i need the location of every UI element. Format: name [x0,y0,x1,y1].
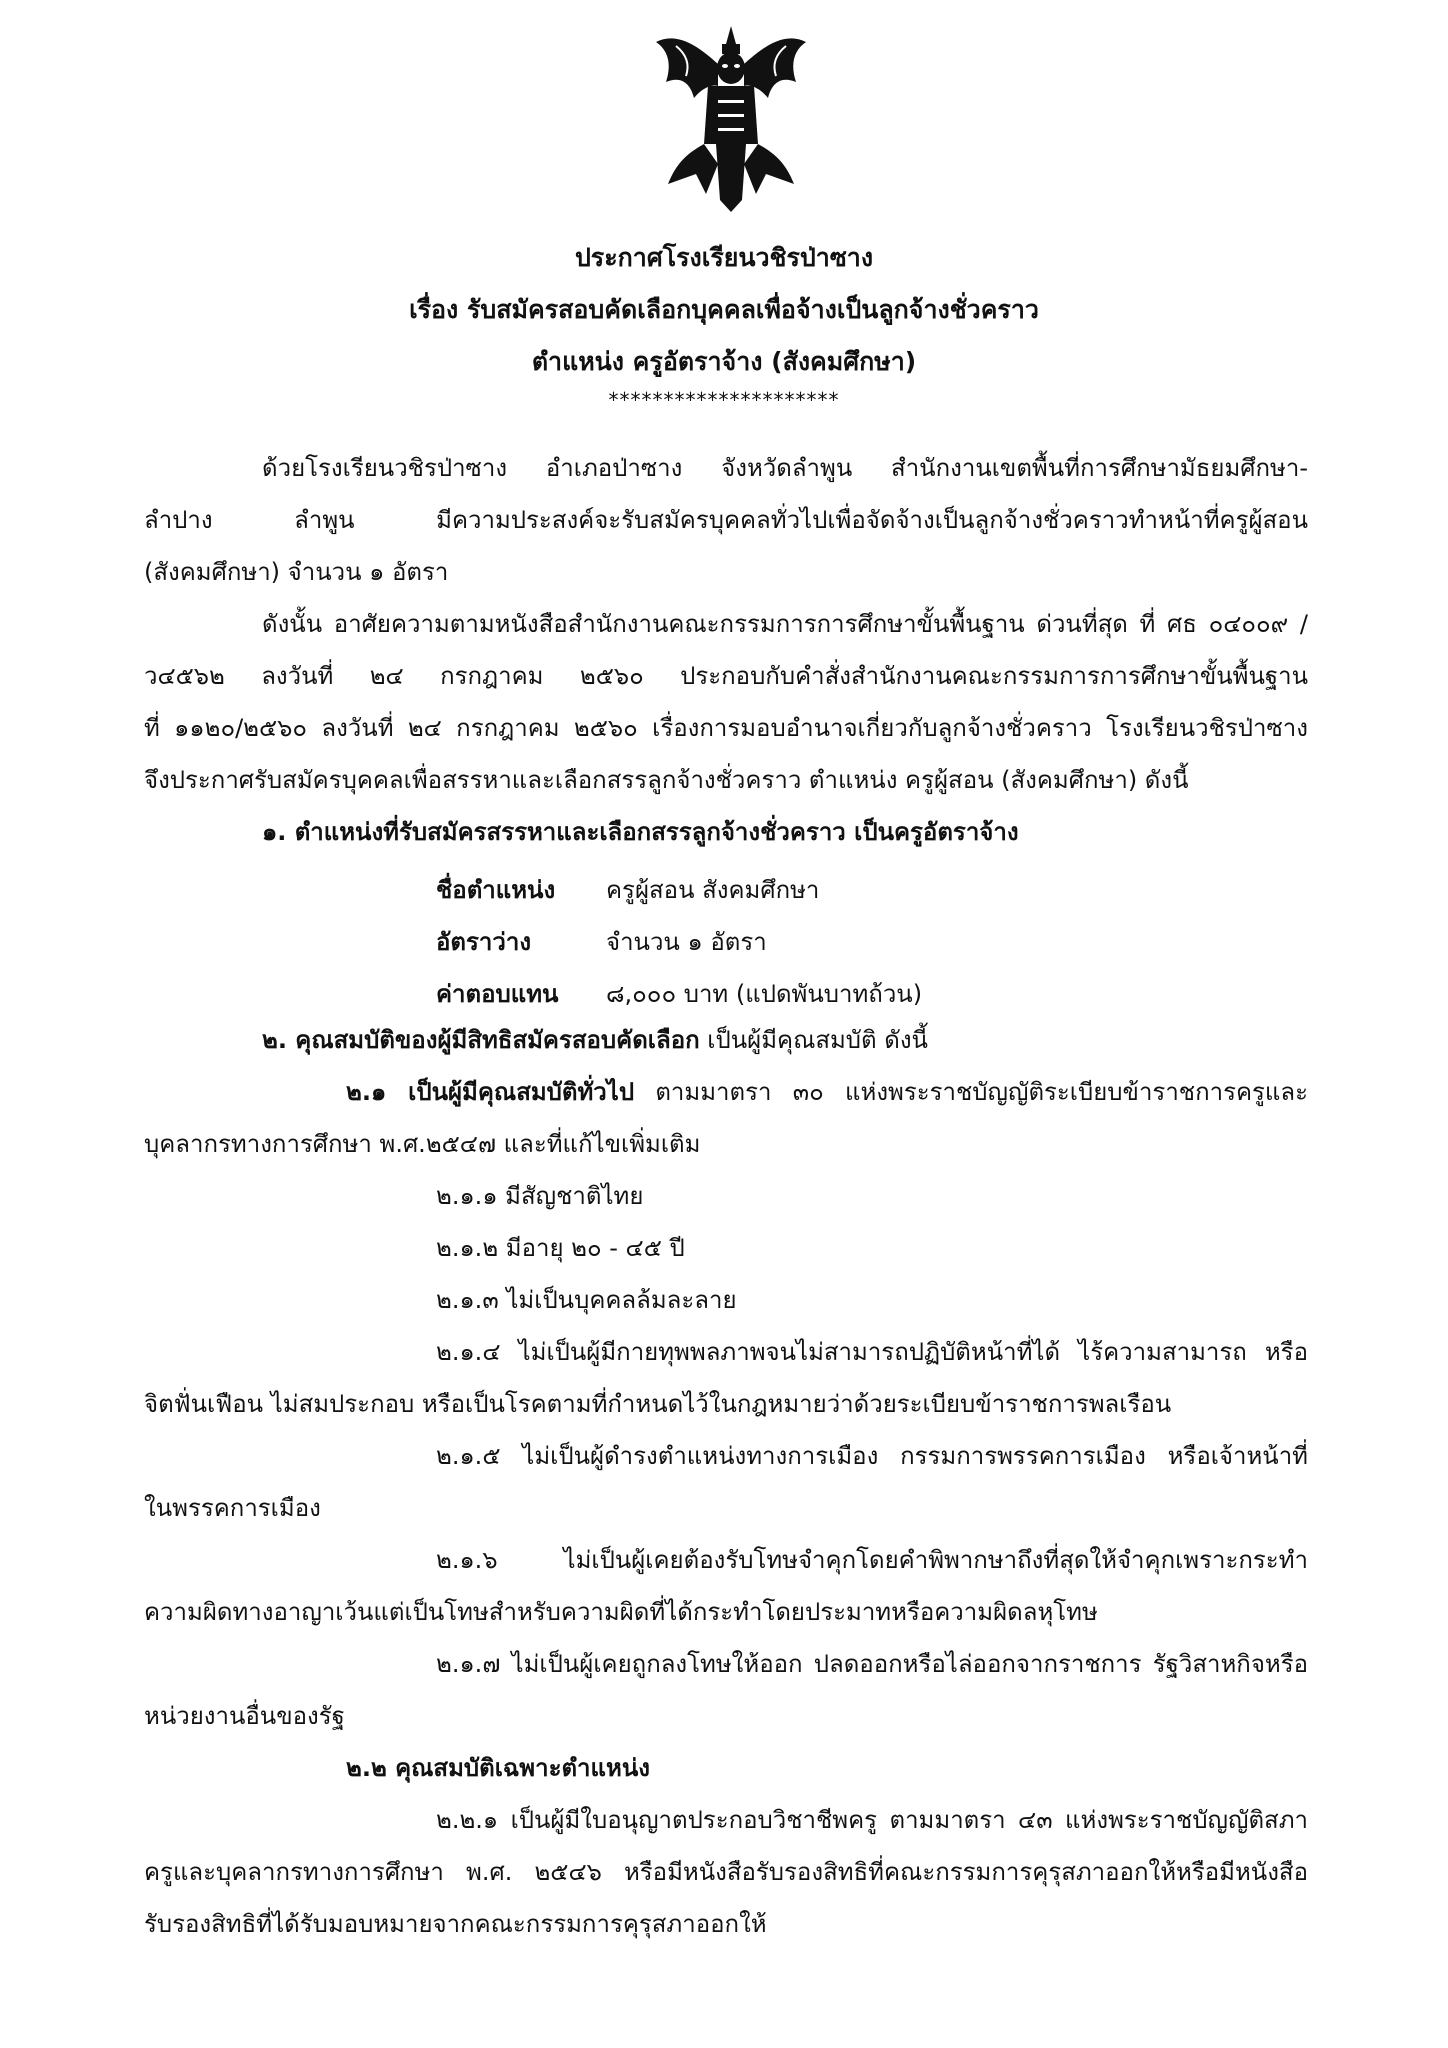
section2-heading-bold: ๒. คุณสมบัติของผู้มีสิทธิสมัครสอบคัดเลือก [262,1026,700,1054]
separator-stars: ********************* [608,388,840,412]
row-label: ค่าตอบแทน [436,980,559,1008]
s21-bold: ๒.๑ เป็นผู้มีคุณสมบัติทั่วไป [346,1078,635,1106]
announcement-subject: เรื่อง รับสมัครสอบคัดเลือกบุคคลเพื่อจ้างเป็นลูกจ้างชั่วคราว [409,295,1039,324]
item-217-line2: หน่วยงานอื่นของรัฐ [144,1702,345,1730]
item-212: ๒.๑.๒ มีอายุ ๒๐ - ๔๕ ปี [436,1234,685,1262]
item-215-line1: ๒.๑.๕ ไม่เป็นผู้ดำรงตำแหน่งทางการเมือง กรรมการพรรคการเมือง หรือเจ้าหน้าที่ [436,1442,1308,1470]
row-label: อัตราว่าง [436,928,532,956]
section2-heading-rest: เป็นผู้มีคุณสมบัติ ดังนี้ [699,1026,928,1054]
row-value: ๘,๐๐๐ บาท (แปดพันบาทถ้วน) [606,980,923,1008]
section1-heading: ๑. ตำแหน่งที่รับสมัครสรรหาและเลือกสรรลูกจ้างชั่วคราว เป็นครูอัตราจ้าง [262,818,1019,846]
item-217-line1: ๒.๑.๗ ไม่เป็นผู้เคยถูกลงโทษให้ออก ปลดออกหรือไล่ออกจากราชการ รัฐวิสาหกิจหรือ [436,1650,1308,1678]
item-216-line2: ความผิดทางอาญาเว้นแต่เป็นโทษสำหรับความผิดที่ได้กระทำโดยประมาทหรือความผิดลหุโทษ [144,1598,1098,1626]
row-value: จำนวน ๑ อัตรา [606,928,767,956]
announcement-title: ประกาศโรงเรียนวชิรป่าซาง [574,243,874,272]
item-216-line1: ๒.๑.๖ ไม่เป็นผู้เคยต้องรับโทษจำคุกโดยคำพิพากษาถึงที่สุดให้จำคุกเพราะกระทำ [436,1546,1308,1574]
intro-p2-line2: ว๔๕๖๒ ลงวันที่ ๒๔ กรกฎาคม ๒๕๖๐ ประกอบกับคำสั่งสำนักงานคณะกรรมการการศึกษาขั้นพื้นฐาน [144,662,1308,690]
s21-line2: บุคลากรทางการศึกษา พ.ศ.๒๕๔๗ และที่แก้ไขเพิ่มเติม [144,1130,701,1158]
intro-p2-line3: ที่ ๑๑๒๐/๒๕๖๐ ลงวันที่ ๒๔ กรกฎาคม ๒๕๖๐ เรื่องการมอบอำนาจเกี่ยวกับลูกจ้างชั่วคราว โรงเรียนวชิรป่าซาง [144,714,1308,742]
row-value: ครูผู้สอน สังคมศึกษา [606,876,820,904]
garuda-emblem [646,24,816,214]
s221-line2: ครูและบุคลากรทางการศึกษา พ.ศ. ๒๕๔๖ หรือมีหนังสือรับรองสิทธิที่คณะกรรมการคุรุสภาออกให้หรือมีหนังสือ [144,1858,1308,1886]
item-213: ๒.๑.๓ ไม่เป็นบุคคลล้มละลาย [436,1286,737,1314]
item-215-line2: ในพรรคการเมือง [144,1494,321,1522]
intro-p2-line4: จึงประกาศรับสมัครบุคคลเพื่อสรรหาและเลือกสรรลูกจ้างชั่วคราว ตำแหน่ง ครูผู้สอน (สังคมศึกษา) ดังนี้ [144,766,1189,794]
s221-line1: ๒.๒.๑ เป็นผู้มีใบอนุญาตประกอบวิชาชีพครู ตามมาตรา ๔๓ แห่งพระราชบัญญัติสภา [436,1806,1308,1834]
section2-heading [262,1014,928,1066]
intro-p1-line2: ลำปาง ลำพูน มีความประสงค์จะรับสมัครบุคคลทั่วไปเพื่อจัดจ้างเป็นลูกจ้างชั่วคราวทำหน้าที่ครูผู้สอน [144,506,1308,534]
s21-line1 [346,1066,1308,1118]
intro-p1-line1: ด้วยโรงเรียนวชิรป่าซาง อำเภอป่าซาง จังหวัดลำพูน สำนักงานเขตพื้นที่การศึกษามัธยมศึกษา- [262,454,1308,482]
item-211: ๒.๑.๑ มีสัญชาติไทย [436,1182,644,1210]
intro-p2-line1: ดังนั้น อาศัยความตามหนังสือสำนักงานคณะกรรมการการศึกษาขั้นพื้นฐาน ด่วนที่สุด ที่ ศธ ๐๔๐๐๙ / [262,610,1308,638]
item-214-line1: ๒.๑.๔ ไม่เป็นผู้มีกายทุพพลภาพจนไม่สามารถปฏิบัติหน้าที่ได้ ไร้ความสามารถ หรือ [436,1338,1308,1366]
intro-p1-line3: (สังคมศึกษา) จำนวน ๑ อัตรา [144,558,449,586]
item-214-line2: จิตฟั่นเฟือน ไม่สมประกอบ หรือเป็นโรคตามที่กำหนดไว้ในกฎหมายว่าด้วยระเบียบข้าราชการพลเรือน [144,1390,1172,1418]
s21-rest: ตามมาตรา ๓๐ แห่งพระราชบัญญัติระเบียบข้าราชการครูและ [634,1078,1308,1106]
announcement-position: ตำแหน่ง ครูอัตราจ้าง (สังคมศึกษา) [531,347,917,376]
row-label: ชื่อตำแหน่ง [436,876,556,904]
s221-line3: รับรองสิทธิที่ได้รับมอบหมายจากคณะกรรมการคุรุสภาออกให้ [144,1910,767,1938]
s22-heading: ๒.๒ คุณสมบัติเฉพาะตำแหน่ง [346,1754,650,1782]
